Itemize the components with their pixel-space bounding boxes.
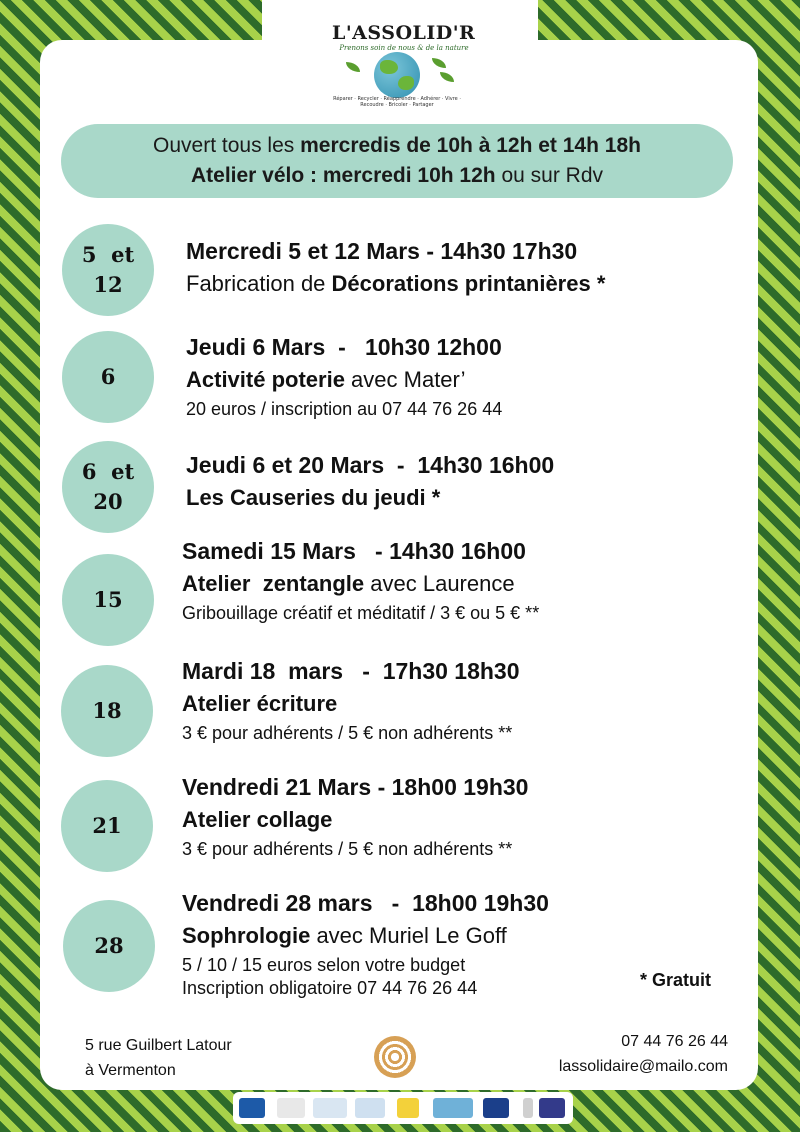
globe-icon <box>374 52 420 98</box>
event-title: Jeudi 6 et 20 Mars - 14h30 16h00 <box>186 452 555 478</box>
date-top: 5 et <box>81 242 135 267</box>
event-line-bold: Décorations printanières * <box>331 271 606 296</box>
address-line-2: à Vermenton <box>85 1062 176 1079</box>
email-address: lassolidaire@mailo.com <box>558 1058 728 1075</box>
partner-logos-strip <box>233 1092 573 1124</box>
event-description <box>186 367 502 393</box>
opening-hours-banner <box>61 124 733 198</box>
event-detail: 5 / 10 / 15 euros selon votre budget <box>182 955 466 975</box>
event-line-suffix: avec Laurence <box>364 571 515 596</box>
date-circle <box>61 780 153 872</box>
event-item <box>186 238 605 297</box>
bike-workshop-hours: Atelier vélo : mercredi 10h 12h <box>190 164 496 187</box>
event-line-bold: Atelier écriture <box>182 691 338 716</box>
event-description <box>182 923 549 949</box>
event-title: Samedi 15 Mars - 14h30 16h00 <box>182 538 526 564</box>
date-top: 15 <box>93 587 123 612</box>
event-line-prefix: Fabrication de <box>186 271 332 296</box>
partner-logo-icon <box>355 1098 385 1118</box>
event-item <box>186 334 502 420</box>
event-description <box>186 271 605 297</box>
date-top: 21 <box>92 813 122 838</box>
date-circle <box>62 554 154 646</box>
partner-logo-icon <box>539 1098 565 1118</box>
date-circle <box>62 441 154 533</box>
event-title: Mardi 18 mars - 17h30 18h30 <box>182 658 520 684</box>
event-item <box>182 774 528 860</box>
bike-workshop-suffix: ou sur Rdv <box>495 164 604 187</box>
partner-logo-icon <box>239 1098 265 1118</box>
event-title: Vendredi 28 mars - 18h00 19h30 <box>182 890 549 916</box>
gratuit-note: * Gratuit <box>640 970 712 990</box>
event-detail: 3 € pour adhérents / 5 € non adhérents ** <box>182 839 513 859</box>
date-top: 6 <box>100 364 116 389</box>
date-circle <box>63 900 155 992</box>
partner-logo-icon <box>313 1098 347 1118</box>
event-detail: Inscription obligatoire 07 44 76 26 44 <box>182 978 478 998</box>
date-label <box>92 811 121 841</box>
opening-hours-prefix: Ouvert tous les <box>153 134 301 157</box>
event-title: Vendredi 21 Mars - 18h00 19h30 <box>182 774 529 800</box>
opening-hours-days: mercredis de 10h à 12h et 14h 18h <box>300 134 641 157</box>
event-item <box>182 538 539 624</box>
snail-logo-icon <box>374 1036 416 1078</box>
phone-number: 07 44 76 26 44 <box>621 1033 728 1050</box>
event-line-suffix: avec Mater’ <box>344 367 466 392</box>
event-description <box>182 571 539 597</box>
event-line-bold: Atelier collage <box>182 807 333 832</box>
leaf-icon <box>346 62 360 72</box>
opening-hours-line-2 <box>61 161 733 191</box>
event-line-suffix: avec Muriel Le Goff <box>310 923 507 948</box>
event-title: Mercredi 5 et 12 Mars - 14h30 17h30 <box>186 238 578 264</box>
event-item <box>182 890 549 999</box>
event-description <box>182 691 520 717</box>
event-line-bold: Activité poterie <box>186 367 345 392</box>
partner-logo-icon <box>277 1098 305 1118</box>
partner-logo-icon <box>433 1098 473 1118</box>
event-line-bold: Les Causeries du jeudi * <box>186 485 441 510</box>
event-detail: 20 euros / inscription au 07 44 76 26 44 <box>186 399 503 419</box>
date-circle <box>61 665 153 757</box>
opening-hours-line-1 <box>61 131 733 161</box>
address-line-1: 5 rue Guilbert Latour <box>85 1037 232 1054</box>
partner-logo-icon <box>397 1098 419 1118</box>
footer-address <box>85 1033 232 1083</box>
event-line-bold: Atelier zentangle <box>182 571 365 596</box>
date-bottom: 20 <box>93 489 123 514</box>
event-title: Jeudi 6 Mars - 10h30 12h00 <box>186 334 502 360</box>
date-bottom: 12 <box>93 272 123 297</box>
event-detail: 3 € pour adhérents / 5 € non adhérents ** <box>182 723 513 743</box>
date-label <box>92 696 121 726</box>
leaf-icon <box>440 72 454 82</box>
event-description <box>186 485 554 511</box>
footer-contact <box>520 1029 728 1079</box>
date-label <box>82 240 134 300</box>
event-line-bold: Sophrologie <box>182 923 311 948</box>
date-circle <box>62 224 154 316</box>
date-label <box>93 585 122 615</box>
date-label <box>101 362 116 392</box>
date-top: 6 et <box>81 459 135 484</box>
date-top: 18 <box>92 698 122 723</box>
date-top: 28 <box>94 933 124 958</box>
event-detail: Gribouillage créatif et méditatif / 3 € ou 5 € ** <box>182 603 540 623</box>
partner-logo-icon <box>483 1098 509 1118</box>
date-label <box>94 931 123 961</box>
partner-logo-icon <box>523 1098 533 1118</box>
event-item <box>186 452 554 511</box>
logo-tagline: Prenons soin de nous & de la nature <box>339 44 469 52</box>
event-description <box>182 807 528 833</box>
logo-title: L'ASSOLID'R <box>332 22 476 44</box>
date-circle <box>62 331 154 423</box>
leaf-icon <box>432 58 446 68</box>
date-label <box>82 457 134 517</box>
event-item <box>182 658 520 744</box>
logo <box>262 0 538 118</box>
logo-words: Réparer · Recycler · Réapprendre · Adhérer · Vivre · Recoudre · Bricoler · Partager <box>333 96 461 108</box>
